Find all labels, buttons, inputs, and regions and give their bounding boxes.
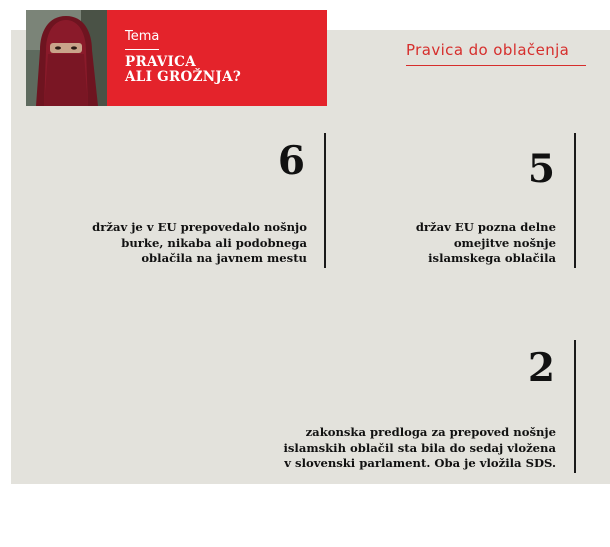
stat-number: 5 (527, 146, 555, 192)
stat-divider (574, 340, 576, 473)
stat-description (416, 220, 556, 267)
stat-line: zakonska predloga za prepoved nošnje (305, 425, 556, 439)
topic-header (107, 10, 327, 106)
section-title-underline (406, 65, 586, 66)
stat-line: omejitve nošnje (453, 235, 556, 250)
topic-headline (125, 55, 241, 85)
woman-in-niqab-photo (26, 10, 107, 106)
headline-line: ALI GROŽNJA? (125, 69, 242, 85)
stat-line: burke, nikaba ali podobnega (121, 235, 307, 250)
stat-line: v slovenski parlament. Oba je vložila SDS. (284, 456, 556, 470)
stat-line: islamskih oblačil sta bila do sedaj vložena (283, 440, 556, 455)
stat-line: islamskega oblačila (428, 251, 556, 265)
section-title: Pravica do oblačenja (406, 41, 570, 59)
stat-description (92, 220, 307, 267)
topic-divider (125, 49, 159, 50)
stat-divider (574, 133, 576, 268)
topic-label: Tema (125, 29, 160, 44)
stat-line: držav je v EU prepovedalo nošnjo (92, 220, 307, 234)
stat-number: 2 (527, 345, 555, 391)
stat-number: 6 (277, 138, 305, 184)
stat-line: oblačila na javnem mestu (141, 251, 307, 265)
stat-description (283, 425, 556, 472)
stat-divider (324, 133, 326, 268)
stat-line: držav EU pozna delne (415, 220, 556, 234)
headline-line: PRAVICA (125, 54, 196, 70)
